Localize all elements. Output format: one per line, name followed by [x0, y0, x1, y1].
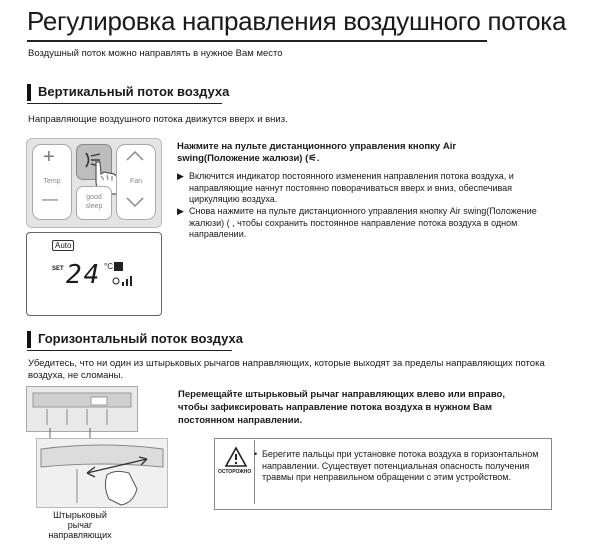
page-title: Регулировка направления воздушного потока: [27, 6, 567, 36]
temp-label: Temp: [43, 178, 61, 185]
lever-closeup-image: [36, 438, 168, 508]
air-swing-name: Air swing: [177, 141, 457, 164]
unit-louvers-icon: [27, 387, 137, 431]
vertical-instruction: [177, 141, 537, 165]
section-rule: [27, 350, 232, 351]
page-intro: Воздушный поток можно направлять в нужное Вам место: [28, 48, 283, 59]
temp-plus: +: [43, 146, 55, 168]
instruction-text-2: (Положение жалюзи) (: [203, 153, 309, 164]
warning-triangle-icon: [224, 446, 248, 468]
good-sleep-label: good sleep: [85, 194, 103, 210]
fan-speed-icon: [112, 275, 134, 287]
bullet-2-text: Снова нажмите на пульте дистанционного управления кнопку Air swing(Положение жалюзи) ( , чтобы сохранить постоянное направление потока воздуха в одном направлении.: [189, 206, 537, 239]
inline-swing-icon: ⚟: [308, 153, 317, 164]
section-marker: [27, 331, 31, 348]
caution-text-block: [254, 449, 546, 484]
triangle-bullet-icon: ▶: [177, 171, 184, 181]
fan-label: Fan: [129, 178, 143, 185]
vertical-heading: Вертикальный поток воздуха: [38, 84, 230, 99]
triangle-bullet-icon: ▶: [177, 206, 184, 216]
caution-badge: ОСТОРОЖНО: [218, 469, 252, 475]
caution-text: Берегите пальцы при установке потока воздуха в горизонтальном направлении. Существует потенциальная опасность получения травмы при неправильном обращении с этим устройством.: [262, 449, 539, 482]
horizontal-heading: Горизонтальный поток воздуха: [38, 331, 243, 346]
temperature-readout: 24: [66, 260, 102, 290]
lever-hand-icon: [37, 439, 167, 507]
temperature-unit: °C: [104, 262, 113, 271]
chevron-down-icon: [125, 196, 145, 208]
horizontal-description: Убедитесь, что ни один из штырьковых рычагов направляющих, которые выходят за пределы направляющих потока воздуха, не сломаны.: [28, 358, 545, 381]
caution-bullet: •: [254, 449, 258, 459]
vertical-description: Направляющие воздушного потока движутся вверх и вниз.: [28, 114, 288, 125]
air-conditioner-image: [26, 386, 138, 432]
mode-indicator: Auto: [52, 240, 74, 251]
title-underline: [27, 40, 487, 42]
section-rule: [27, 103, 222, 104]
instruction-text: Нажмите на пульте дистанционного управления кнопку: [177, 141, 443, 152]
section-marker: [27, 84, 31, 101]
set-label: SET: [52, 266, 64, 272]
lever-caption: Штырьковый рычаг направляющих: [48, 510, 112, 540]
bullet-1-text: Включится индикатор постоянного изменения направления потока воздуха, и направляющие начнут постоянно поворачиваться вверх и вниз, обеспечивая циркуляцию воздуха.: [189, 171, 514, 204]
instruction-end: .: [316, 153, 320, 164]
bullet-2: [177, 206, 537, 241]
horizontal-instruction: Перемещайте штырьковый рычаг направляющих влево или вправо, чтобы зафиксировать направление потока воздуха в нужном Вам постоянном направлении.: [178, 389, 505, 426]
chevron-up-icon: [125, 150, 145, 162]
temp-minus: —: [42, 191, 58, 208]
bullet-1: [177, 171, 537, 206]
swing-indicator-icon: [114, 262, 123, 271]
